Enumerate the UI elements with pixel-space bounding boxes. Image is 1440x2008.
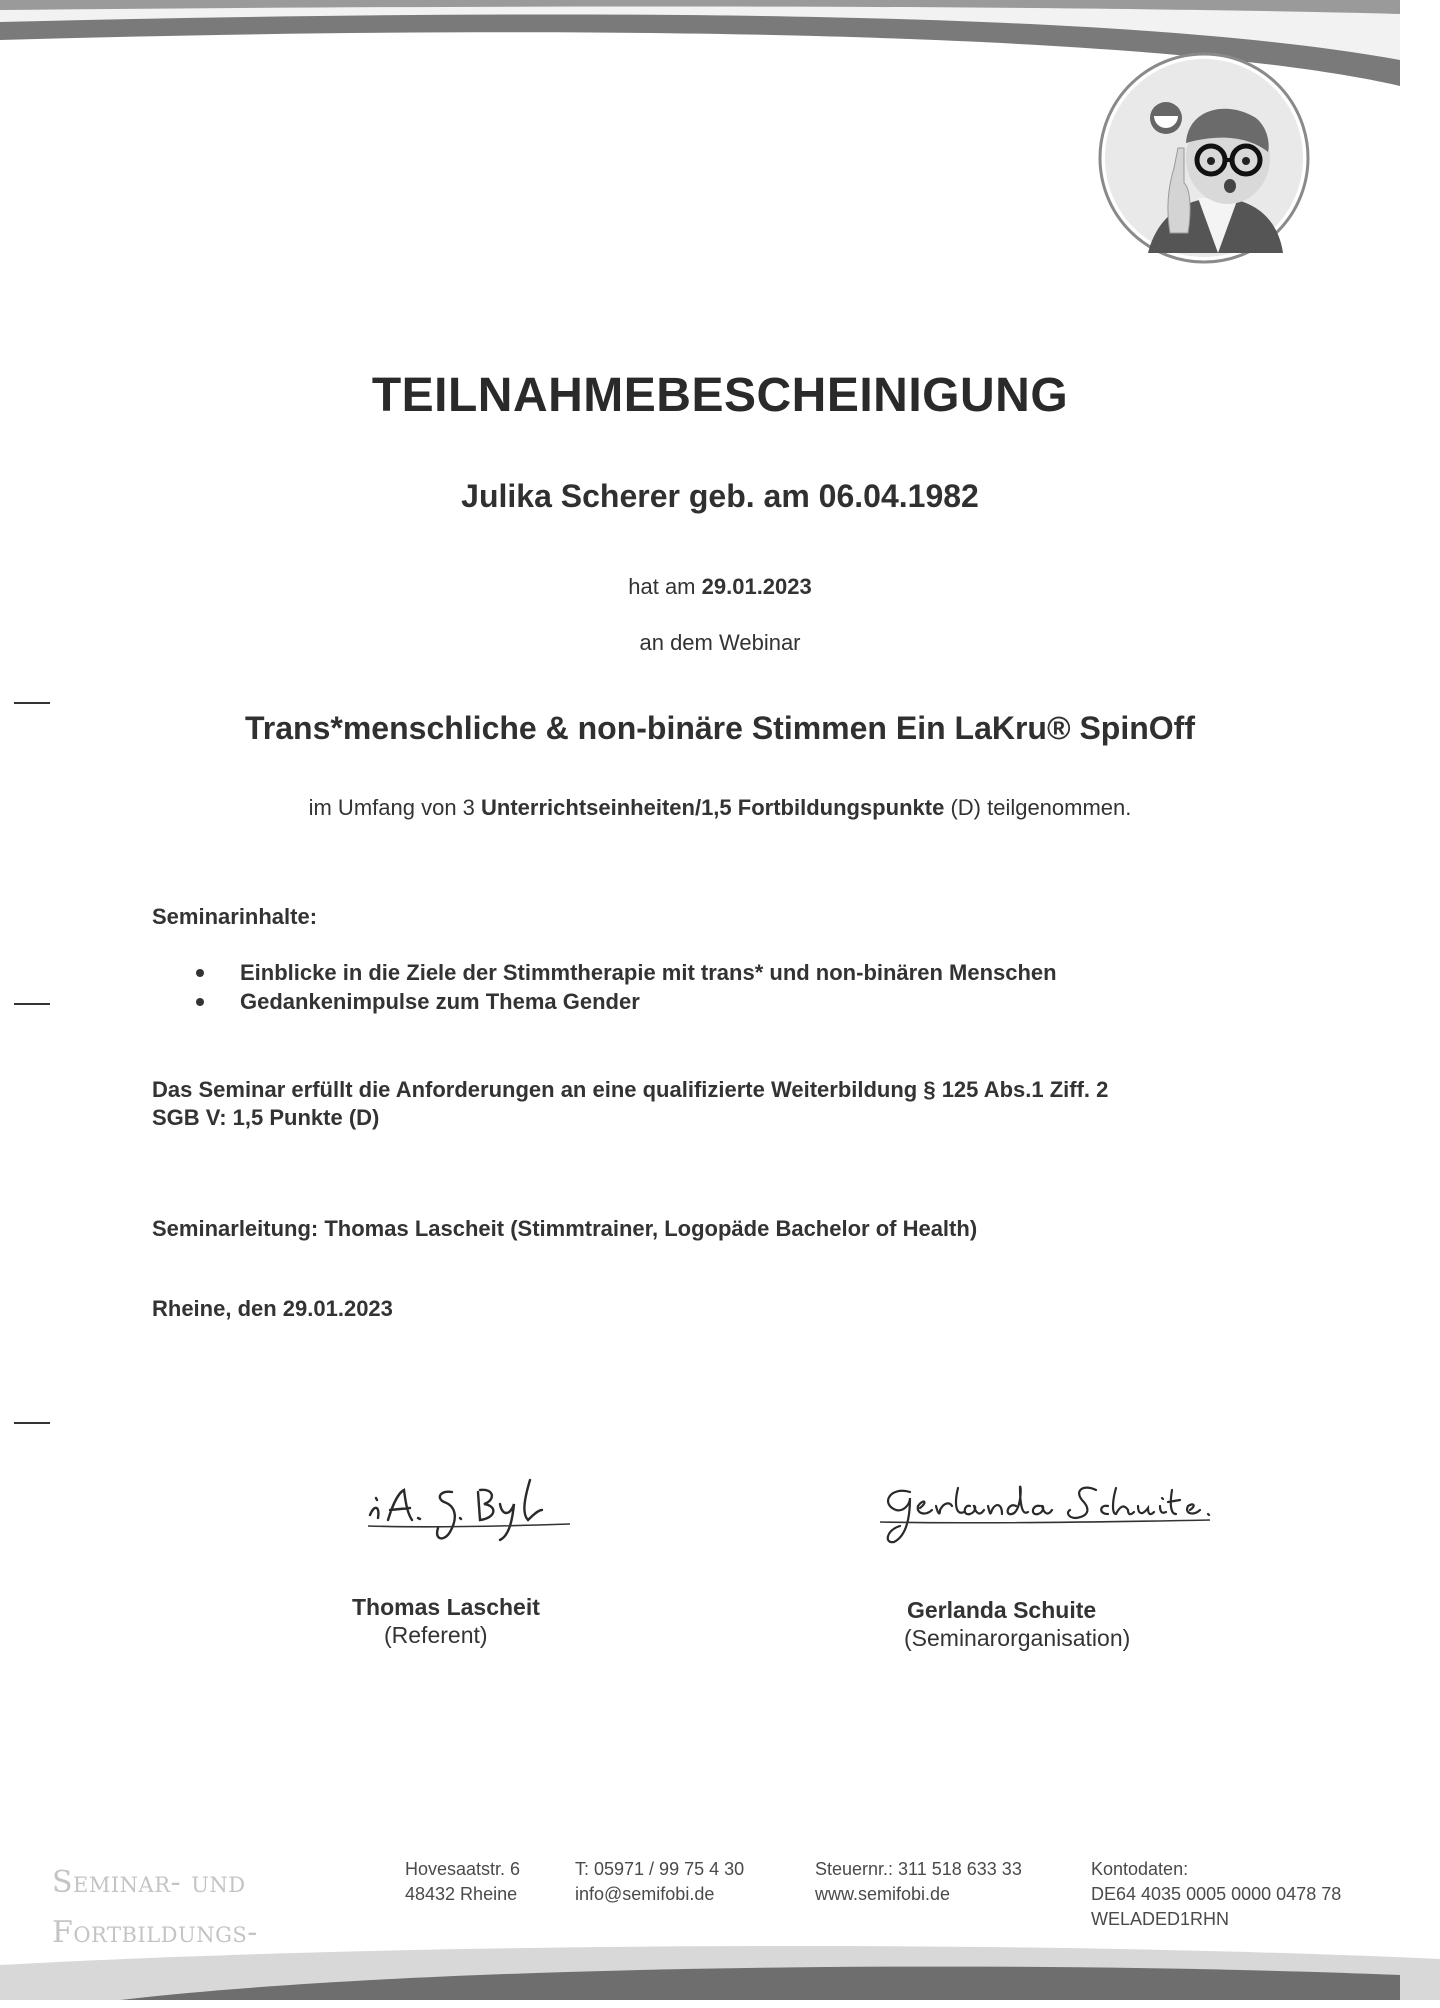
requirement-text <box>152 1076 1272 1132</box>
signer-left-name: Thomas Lascheit <box>352 1594 540 1620</box>
list-item: Gedankenimpulse zum Thema Gender <box>190 987 1057 1016</box>
seminar-leader: Seminarleitung: Thomas Lascheit (Stimmtrainer, Logopäde Bachelor of Health) <box>152 1216 978 1241</box>
hole-punch-mark <box>14 1422 50 1424</box>
footer-address <box>405 1857 520 1907</box>
contents-list <box>190 958 1057 1016</box>
footer-account <box>1091 1857 1341 1932</box>
footer-website: www.semifobi.de <box>815 1884 951 1904</box>
course-title: Trans*menschliche & non-binäre Stimmen Ein LaKru® SpinOff <box>245 710 1195 746</box>
list-item: Einblicke in die Ziele der Stimmtherapie mit trans* und non-binären Menschen <box>190 958 1057 987</box>
footer-contact <box>575 1857 744 1907</box>
date-prefix: hat am <box>628 574 696 599</box>
signer-left-role: (Referent) <box>384 1622 488 1648</box>
account-label: Kontodaten: <box>1091 1859 1189 1879</box>
scope-line <box>0 795 1440 821</box>
scope-prefix: im Umfang von 3 <box>308 795 475 820</box>
webinar-line: an dem Webinar <box>639 630 801 655</box>
course-date: 29.01.2023 <box>701 574 812 599</box>
hole-punch-mark <box>14 1003 50 1005</box>
account-iban: DE64 4035 0005 0000 0478 78 <box>1091 1884 1342 1904</box>
footer-phone: T: 05971 / 99 75 4 30 <box>575 1859 745 1879</box>
address-city: 48432 Rheine <box>405 1884 518 1904</box>
logo-line: Seminar- und Fortbildungs- <box>52 1865 258 1950</box>
requirement-line: SGB V: 1,5 Punkte (D) <box>152 1105 380 1130</box>
signer-right-name: Gerlanda Schuite <box>907 1597 1097 1623</box>
account-bic: WELADED1RHN <box>1091 1909 1230 1929</box>
requirement-line: Das Seminar erfüllt die Anforderungen an eine qualifizierte Weiterbildung § 125 Abs.1 Ziff. 2 <box>152 1077 1109 1102</box>
footer-email: info@semifobi.de <box>575 1884 715 1904</box>
footer-tax <box>815 1857 1022 1907</box>
address-street: Hovesaatstr. 6 <box>405 1859 521 1879</box>
child-portrait-icon <box>1078 48 1330 266</box>
participant-name: Julika Scherer geb. am 06.04.1982 <box>461 478 979 514</box>
bottom-decorative-band <box>0 1935 1440 2000</box>
hole-punch-mark <box>14 702 50 704</box>
signature-right <box>870 1470 1220 1550</box>
date-line <box>0 574 1440 600</box>
footer-tax-number: Steuernr.: 311 518 633 33 <box>815 1859 1022 1879</box>
document-title: TEILNAHMEBESCHEINIGUNG <box>371 369 1069 422</box>
place-date: Rheine, den 29.01.2023 <box>152 1296 393 1321</box>
contents-heading: Seminarinhalte: <box>152 904 318 929</box>
scope-units: Unterrichtseinheiten/1,5 Fortbildungspunkte <box>481 795 945 820</box>
signer-right-role: (Seminarorganisation) <box>904 1625 1131 1651</box>
signature-left <box>360 1470 580 1550</box>
scope-suffix: (D) teilgenommen. <box>950 795 1132 820</box>
